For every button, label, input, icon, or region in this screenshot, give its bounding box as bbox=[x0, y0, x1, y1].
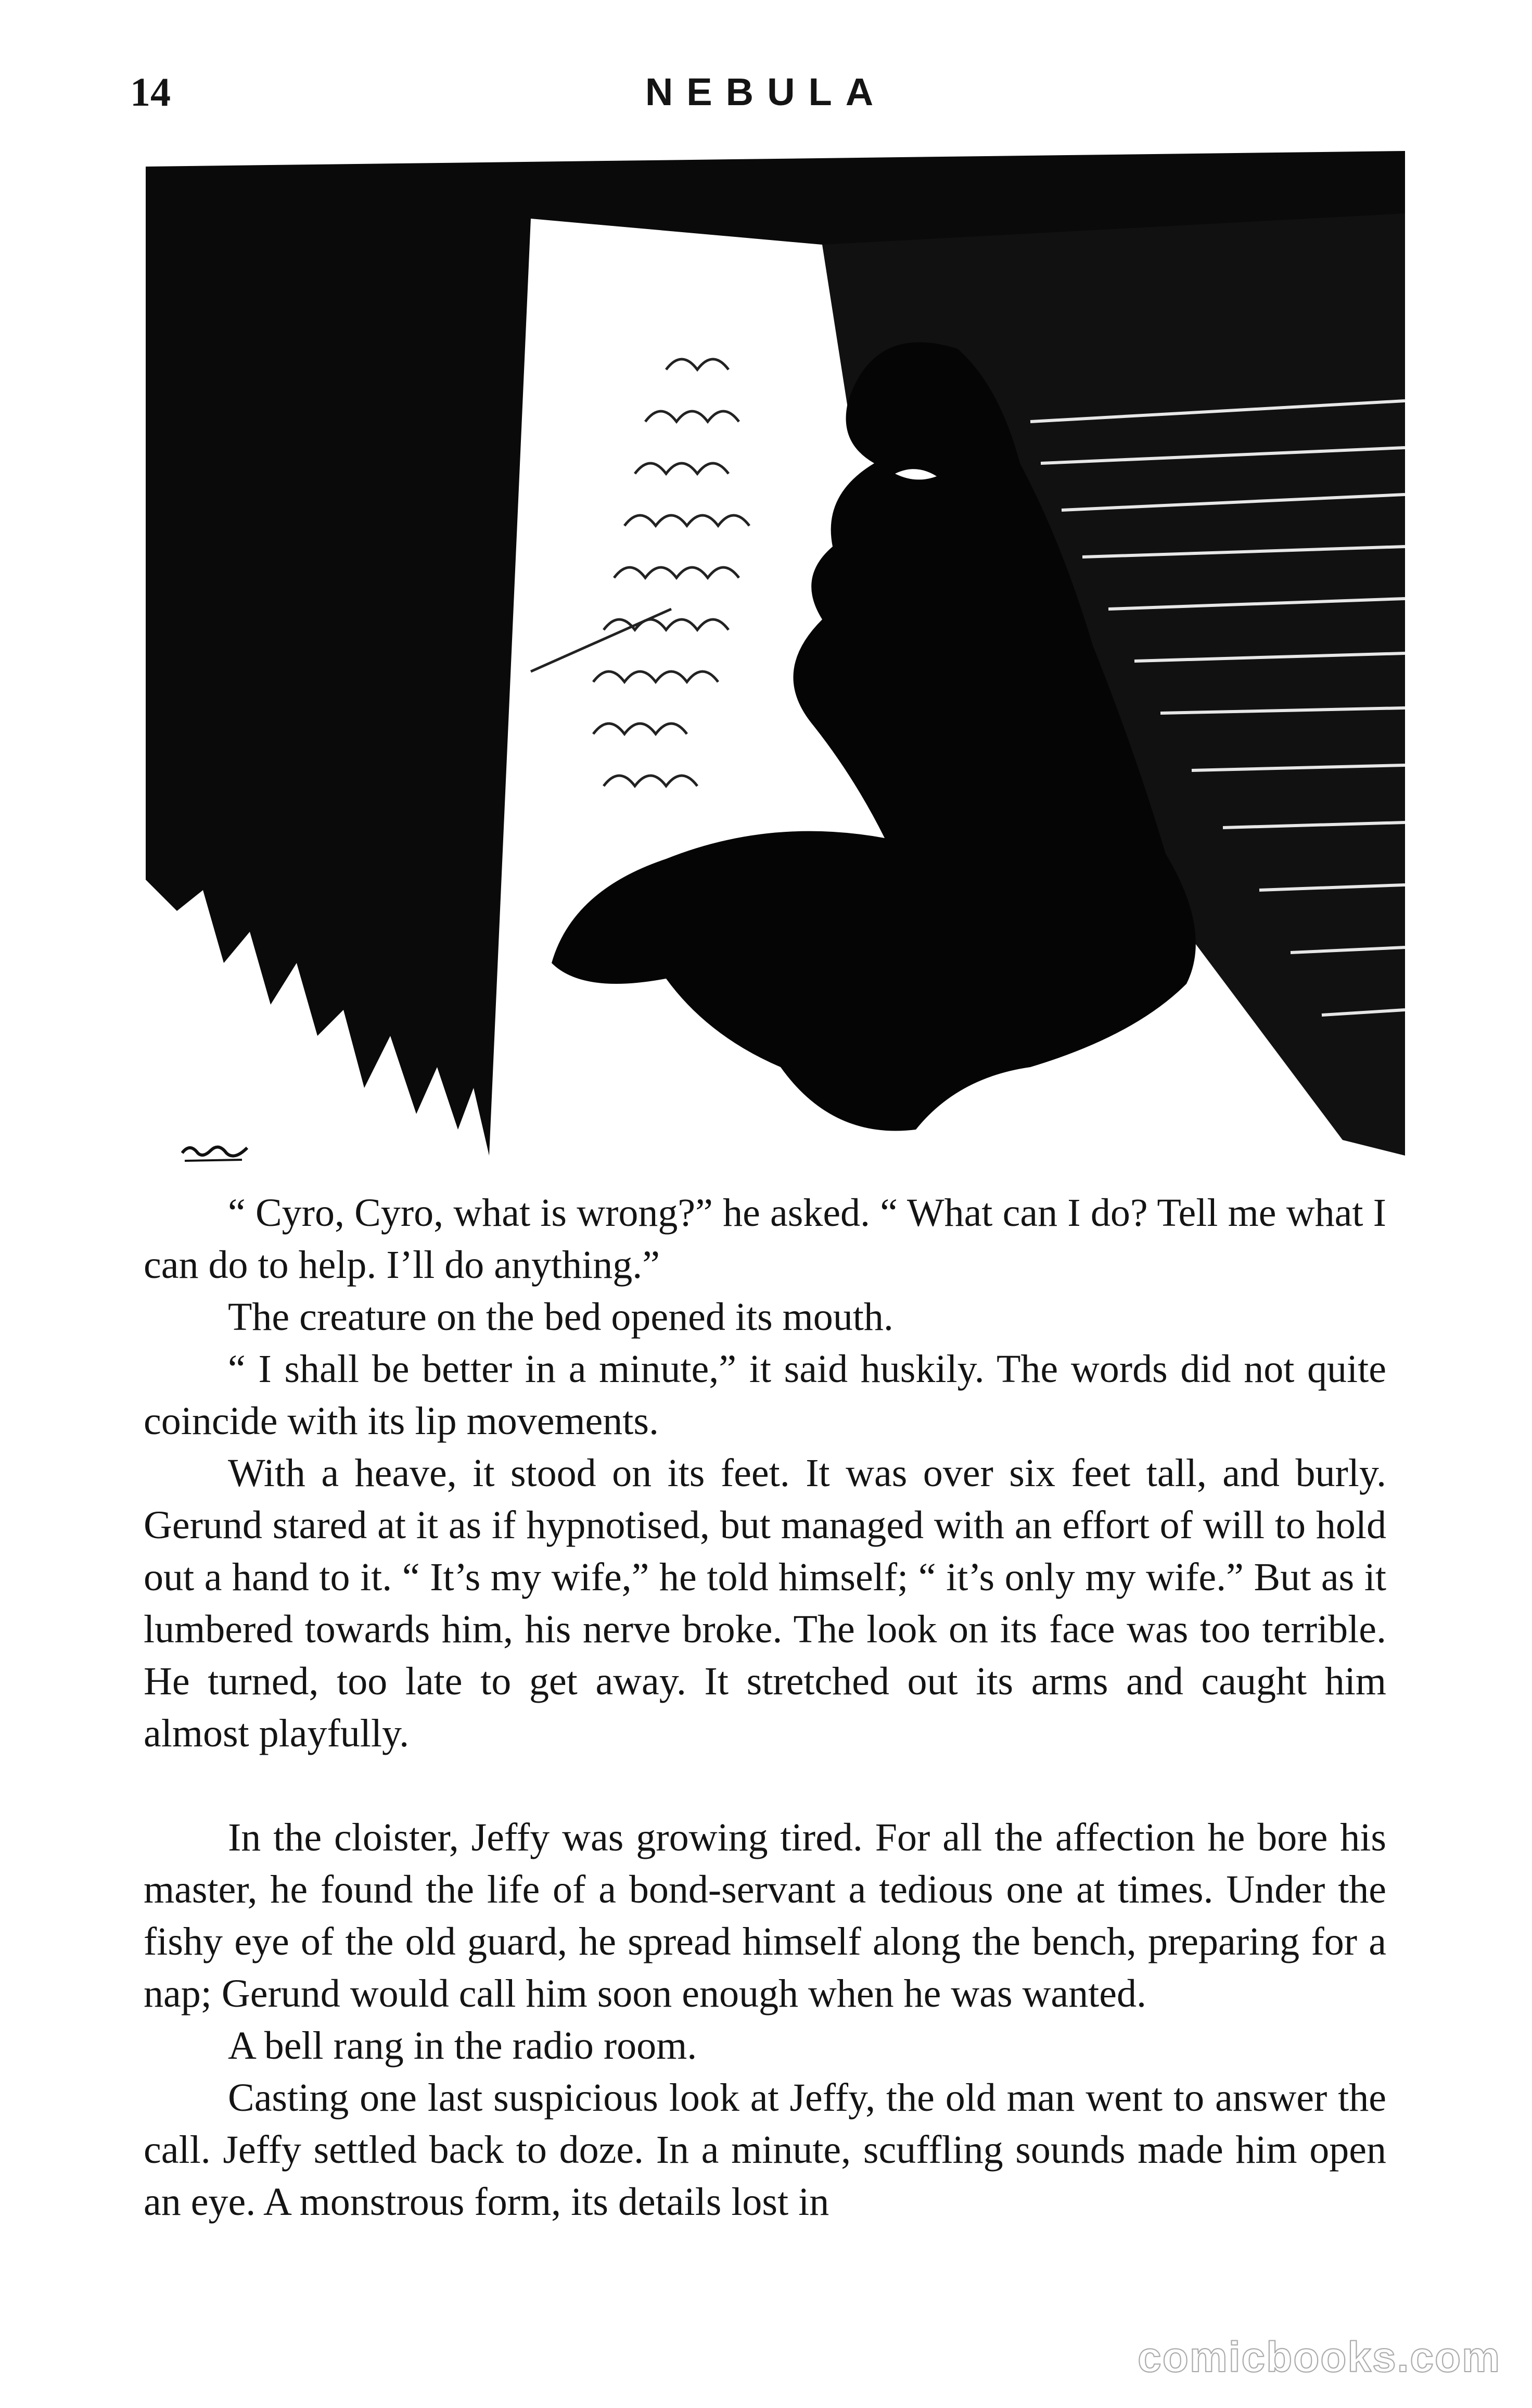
paragraph: The creature on the bed opened its mouth. bbox=[228, 1295, 893, 1339]
watermark: comicbooks.com bbox=[1138, 2334, 1501, 2381]
artist-signature bbox=[180, 1135, 252, 1166]
story-text bbox=[144, 1187, 1386, 2228]
illustration-artwork bbox=[146, 151, 1405, 1156]
page-number: 14 bbox=[130, 69, 171, 115]
running-head: NEBULA bbox=[645, 70, 887, 113]
paragraph: With a heave, it stood on its feet. It was over six feet tall, and burly. Gerund stared at it as if hypnotised, but managed with an effort of will to hold out a hand to it. “ It’s my wife,” he told himself; “ it’s only my wife.” But as it lumbered towards him, his nerve broke. The look on its face was too terrible. He turned, too late to get away. It stretched out its arms and caught him almost playfully. bbox=[144, 1451, 1386, 1755]
paragraph: “ I shall be better in a minute,” it said huskily. The words did not quite coincide with its lip movements. bbox=[144, 1347, 1386, 1443]
paragraph: In the cloister, Jeffy was growing tired. For all the affection he bore his master, he found the life of a bond-servant a tedious one at times. Under the fishy eye of the old guard, he spread himself along the bench, preparing for a nap; Gerund would call him soon enough when he was wanted. bbox=[144, 1816, 1386, 2016]
paragraph: Casting one last suspicious look at Jeffy, the old man went to answer the call. Jeffy settled back to doze. In a minute, scuffling sounds made him open an eye. A monstrous form, its details lost in bbox=[144, 2076, 1386, 2224]
paragraph: A bell rang in the radio room. bbox=[228, 2024, 697, 2068]
story-illustration bbox=[146, 151, 1405, 1156]
paragraph: “ Cyro, Cyro, what is wrong?” he asked. “ What can I do? Tell me what I can do to help. I’ll do anything.” bbox=[144, 1191, 1386, 1287]
